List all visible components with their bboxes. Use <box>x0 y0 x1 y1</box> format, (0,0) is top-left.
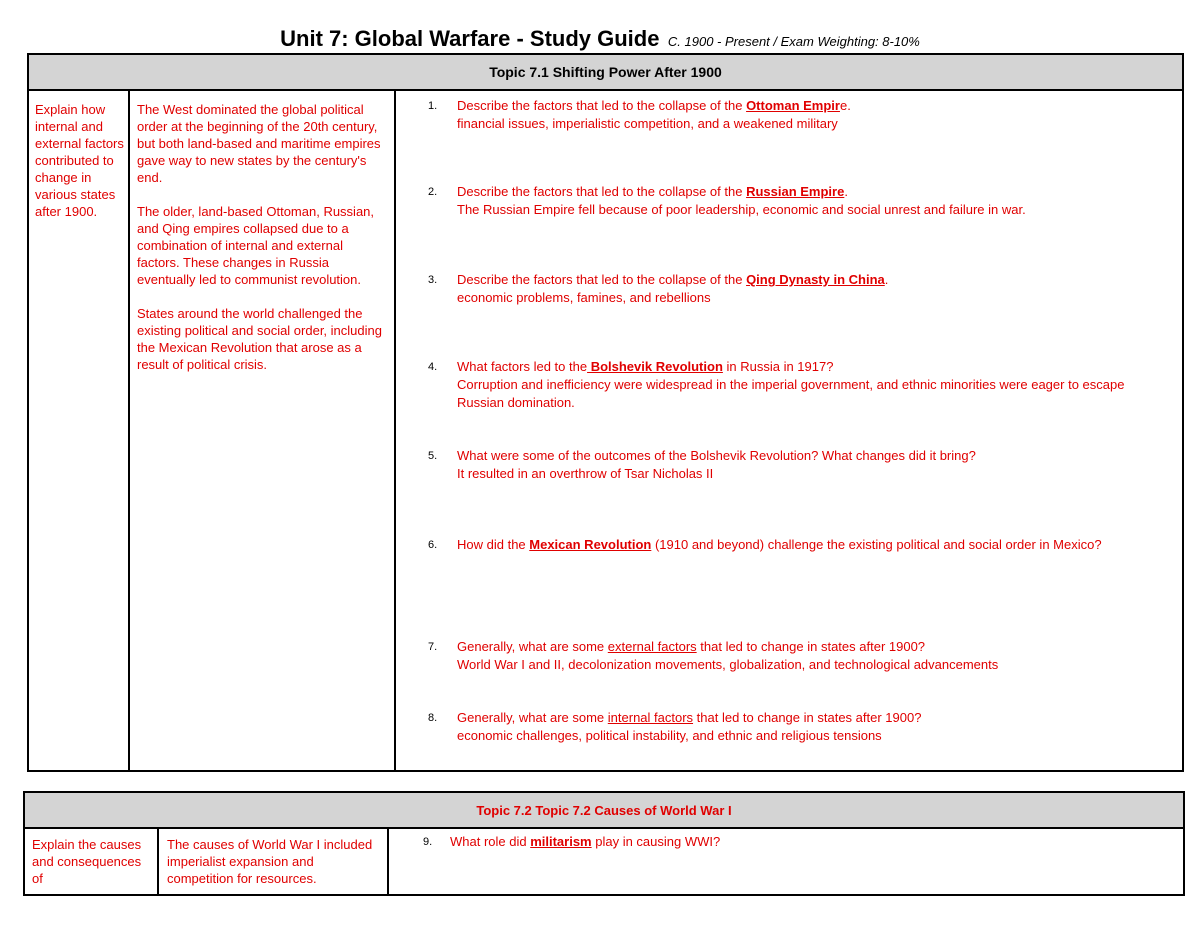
question-keyword: militarism <box>530 834 592 849</box>
page-title <box>0 26 1200 52</box>
question-text: How did the Mexican Revolution (1910 and beyond) challenge the existing political and social order in Mexico? <box>457 537 1102 552</box>
objective-column <box>25 829 159 894</box>
context-paragraph: The causes of World War I included imperialist expansion and competition for resources. <box>167 837 373 886</box>
question-number: 5. <box>428 450 438 462</box>
answer-text: The Russian Empire fell because of poor leadership, economic and social unrest and failure in war. <box>457 202 1026 217</box>
question-number: 9. <box>423 836 433 848</box>
answer-text: economic challenges, political instability, and ethnic and religious tensions <box>457 728 882 743</box>
learning-objective: Explain the causes and consequences of <box>32 837 142 886</box>
question-keyword: Russian Empire <box>746 184 845 199</box>
question-text: Describe the factors that led to the collapse of the Russian Empire. <box>457 184 848 199</box>
context-paragraph: The older, land-based Ottoman, Russian, and Qing empires collapsed due to a combination of internal and external factors. These changes in Russia eventually led to communist revolution. <box>137 204 375 287</box>
topic-7-1-section <box>27 53 1184 772</box>
question-number: 3. <box>428 274 438 286</box>
question-item <box>428 638 1173 674</box>
answer-text: World War I and II, decolonization movements, globalization, and technological advancements <box>457 657 999 672</box>
question-underlined-term: external factors <box>607 639 697 654</box>
answer-text: Corruption and inefficiency were widespread in the imperial government, and ethnic minorities were eager to escape Russian domination. <box>457 377 1125 410</box>
question-number: 7. <box>428 641 438 653</box>
question-item <box>428 447 1173 483</box>
question-text: Generally, what are some internal factors that led to change in states after 1900? <box>457 710 922 725</box>
question-item <box>428 709 1173 745</box>
question-item <box>428 271 1168 307</box>
question-number: 2. <box>428 186 438 198</box>
context-paragraph: The West dominated the global political order at the beginning of the 20th century, but both land-based and maritime empires gave way to new states by the century's end. <box>137 102 381 185</box>
question-number: 4. <box>428 361 438 373</box>
question-text: Describe the factors that led to the collapse of the Qing Dynasty in China. <box>457 272 889 287</box>
topic-7-2-header: Topic 7.2 Topic 7.2 Causes of World War I <box>25 793 1183 829</box>
question-item <box>423 833 1168 851</box>
question-item <box>428 358 1173 412</box>
learning-objective: Explain how internal and external factors contributed to change in various states after 1900. <box>35 102 124 219</box>
question-keyword: Qing Dynasty in China <box>746 272 885 287</box>
question-text: What role did militarism play in causing WWI? <box>450 834 721 849</box>
context-column <box>130 91 396 770</box>
topic-7-2-section <box>23 791 1185 896</box>
objective-column <box>29 91 130 770</box>
question-item <box>428 536 1173 554</box>
questions-column <box>396 91 1182 770</box>
question-number: 1. <box>428 100 438 112</box>
question-text: Generally, what are some external factors that led to change in states after 1900? <box>457 639 926 654</box>
context-column <box>159 829 389 894</box>
topic-7-1-header: Topic 7.1 Shifting Power After 1900 <box>29 55 1182 91</box>
question-item <box>428 183 1168 219</box>
context-paragraph: States around the world challenged the existing political and social order, including the Mexican Revolution that arose as a result of political crisis. <box>137 306 382 372</box>
answer-text: It resulted in an overthrow of Tsar Nicholas II <box>457 466 714 481</box>
question-number: 8. <box>428 712 438 724</box>
question-underlined-term: internal factors <box>607 710 694 725</box>
title-subtitle: C. 1900 - Present / Exam Weighting: 8-10% <box>667 34 920 49</box>
questions-column <box>389 829 1183 894</box>
question-text: What factors led to the Bolshevik Revolution in Russia in 1917? <box>457 359 834 374</box>
question-text: Describe the factors that led to the collapse of the Ottoman Empire. <box>457 98 851 113</box>
question-keyword: Mexican Revolution <box>529 537 652 552</box>
question-text: What were some of the outcomes of the Bolshevik Revolution? What changes did it bring? <box>457 448 976 463</box>
answer-text: financial issues, imperialistic competition, and a weakened military <box>457 116 838 131</box>
question-keyword: Ottoman Empir <box>746 98 840 113</box>
question-item <box>428 97 1148 133</box>
question-keyword: Bolshevik Revolution <box>587 359 723 374</box>
title-main: Unit 7: Global Warfare - Study Guide <box>280 26 660 51</box>
question-number: 6. <box>428 539 438 551</box>
answer-text: economic problems, famines, and rebellions <box>457 290 711 305</box>
